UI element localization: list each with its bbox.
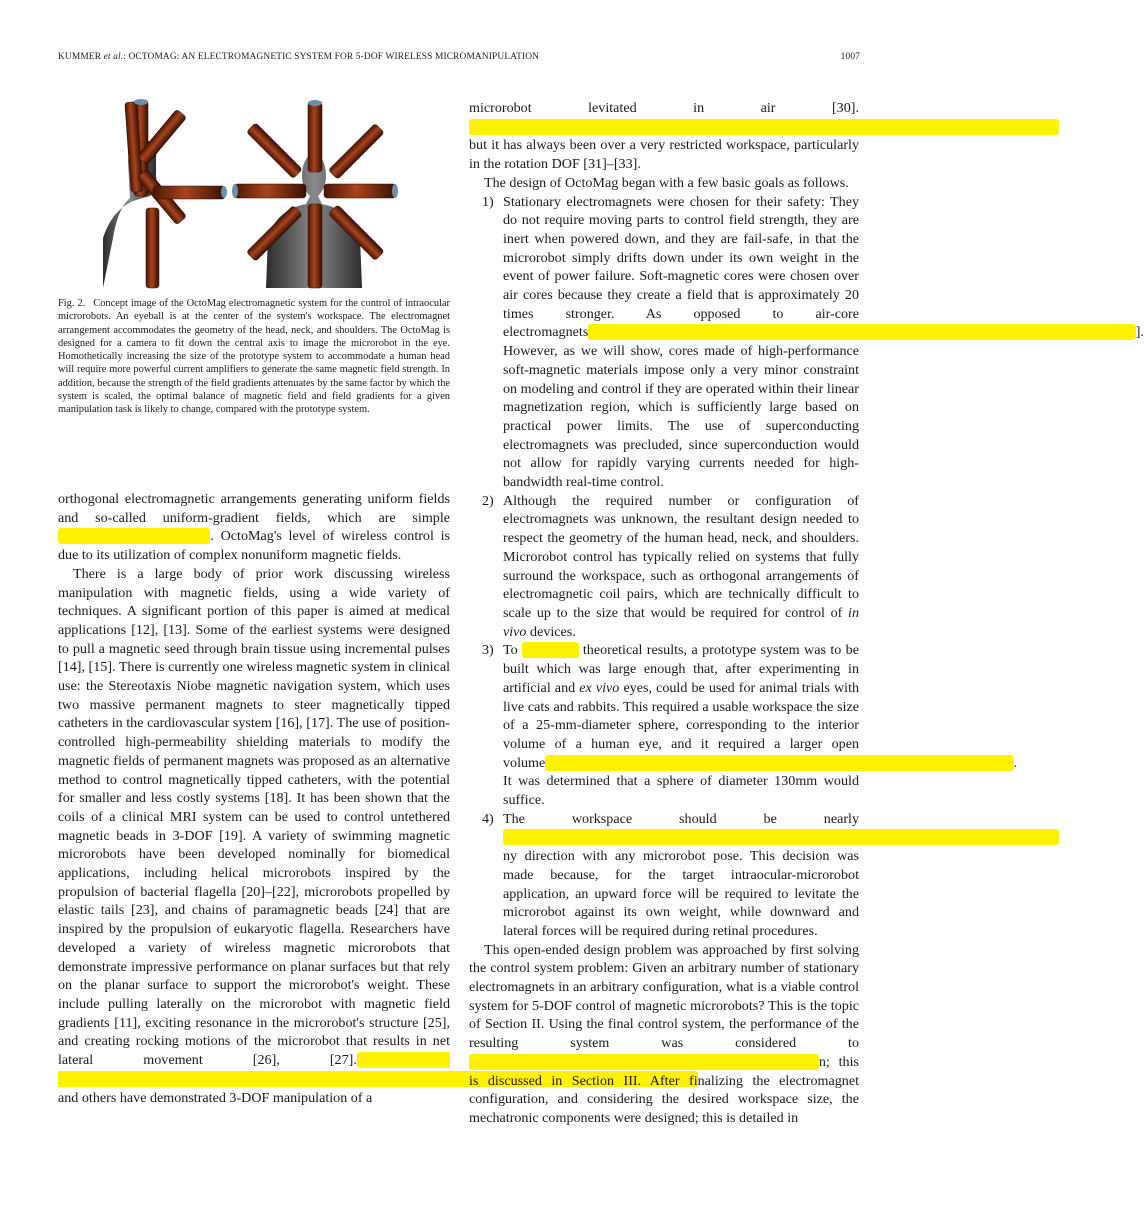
- coil-end-cap: [232, 184, 238, 198]
- coil-end-cap: [392, 184, 398, 198]
- right-column-text: [469, 99, 1144, 1128]
- highlight: [503, 829, 1059, 845]
- figure-caption: [58, 297, 450, 417]
- coil-top: [308, 102, 322, 172]
- coil-end-cap: [134, 99, 148, 105]
- paragraph: microrobot levitated in air [30]. but it has always been over a very restricted workspace, particularly in the rotation DOF [31]–[33].: [469, 99, 859, 174]
- coil-end-cap: [221, 186, 227, 198]
- paragraph: The design of OctoMag began with a few basic goals as follows.: [484, 174, 849, 191]
- highlight: [522, 642, 578, 658]
- highlight: [588, 324, 1135, 340]
- coil-upper-left: [246, 123, 302, 179]
- list-item: 3) To theoretical results, a prototype system was to be built which was large enough that, after experimenting in artificial and ex vivo eyes, could be used for animal trials with live cats and rabbits. This required a usable workspace the size of a 25-mm-diameter sphere, corresponding to the interior volume of a human eye, and it required a larger open volume . It was determined that a sphere of diameter 130mm would suffice.: [482, 642, 1018, 809]
- figure-2-image: [58, 88, 450, 288]
- octomag-concept-illustration: [58, 88, 450, 288]
- side-view: [103, 99, 227, 288]
- front-view: [232, 100, 398, 288]
- coil-left: [234, 184, 306, 198]
- list-item: 4) The workspace should be nearly ny direction with any microrobot pose. This decision was made because, for the target intraocular-microrobot application, an upward force will be required to levitate the microrobot against its own weight, while downward and lateral forces will be required during retinal procedures.: [469, 810, 859, 941]
- running-header: [58, 52, 860, 66]
- left-column-text: [58, 490, 450, 1107]
- caption-text: Concept image of the OctoMag electromagnetic system for the control of intraocular microrobots. An eyeball is at the center of the system's workspace. The electromagnet arrangement accommodates the geometry of the head, neck, and shoulders. The OctoMag is designed for a camera to fit down the central axis to image the microrobot in the eye. Homothetically increasing the size of the prototype system to accommodate a human head will require more powerful current amplifiers to generate the same magnetic field strength. In addition, because the strength of the field gradients attenuates by the same factor by which the system is scaled, the optimal balance of magnetic field and field gradients for a given manipulation task is likely to change, compared with the prototype system.: [58, 298, 450, 416]
- coil-upper-right: [328, 123, 384, 179]
- highlight: [469, 1054, 819, 1070]
- list-item: 2) Although the required number or configuration of electromagnets was unknown, the resultant design needed to respect the geometry of the human head, neck, and shoulders. Microrobot control has typically relied on systems that fully surround the workspace, such as orthogonal arrangements of electromagnetic coil pairs, which are technically difficult to scale up to the size that would be required for control of in vivo devices.: [482, 492, 859, 640]
- header-title: KUMMER et al.: OCTOMAG: AN ELECTROMAGNETIC SYSTEM FOR 5-DOF WIRELESS MICROMANIPULATION: [58, 52, 540, 62]
- paragraph: This open-ended design problem was approached by first solving the control system problem: Given an arbitrary number of stationary electromagnets in an arbitrary configuration, what is a viable control system for 5-DOF control of magnetic microrobots? This is the topic of Section II. Using the final control system, the performance of the resulting system was considered to n; this is discussed in Section III. After finalizing the electromagnet configuration, and considering the desired workspace size, the mechatronic components were designed; this is detailed in: [469, 941, 859, 1126]
- list-item: 1) Stationary electromagnets were chosen for their safety: They do not require moving parts to control field strength, they are inert when powered down, and they are fail-safe, in that the microrobot simply drifts down under its own weight in the event of power failure. Soft-magnetic cores were chosen over air cores because they create a field that is approximately 20 times stronger. As opposed to air-core electromagnets ]. However, as we will show, cores made of high-performance soft-magnetic materials impose only a very minor constraint on modeling and control if they are operated within their linear magnetization region, which is sufficiently large based on practical power limits. The use of superconducting electromagnets was precluded, since superconduction would not allow for rapidly varying currents needed for high-bandwidth real-time control.: [482, 193, 1144, 491]
- highlight: [469, 119, 1059, 135]
- paragraph: There is a large body of prior work discussing wireless manipulation with magnetic fields, using a wide variety of techniques. A significant portion of this paper is aimed at medical applications [12], [13]. Some of the earliest systems were designed to pull a magnetic seed through brain tissue using incremental pulses [14], [15]. There is currently one wireless magnetic system in clinical use: the Stereotaxis Niobe magnetic navigation system, which uses two massive permanent magnets to steer magnetically tipped catheters in the cardiovascular system [16], [17]. The use of position-controlled high-permeability shielding materials to modify the magnetic fields of permanent magnets was proposed as an alternative method to control magnetically tipped catheters, with the potential for smaller and less costly systems [18]. It has been shown that the coils of a clinical MRI system can be used to control untethered magnetic beads in 3-DOF [19]. A variety of swimming magnetic microrobots have been developed nominally for biomedical applications, including helical microrobots inspired by the propulsion of bacterial flagella [20]–[22], microrobots propelled by elastic tails [23], and chains of paramagnetic beads [24] that are inspired by the propulsion of eukaryotic flagella. Researchers have developed a variety of wireless magnetic microrobots that demonstrate impressive performance on planar surfaces but that rely on the planar surface to support the microrobot's weight. These include pulling laterally on the microrobot with magnetic field gradients [11], exciting resonance in the microrobot's structure [25], and creating rocking motions of the microrobot that results in net lateral movement [26], [27]. and others have demonstrated 3-DOF manipulation of a: [58, 565, 450, 1107]
- coil-end-cap: [308, 100, 322, 106]
- coil-right: [324, 184, 396, 198]
- coil-bottom: [308, 204, 322, 288]
- design-goals-list: [469, 193, 1144, 941]
- page-number: 1007: [840, 52, 860, 62]
- coil-horizontal-left: [153, 186, 225, 199]
- highlight: [545, 755, 1013, 771]
- highlight: [58, 528, 210, 544]
- figure-label: Fig. 2.: [58, 298, 86, 309]
- coil-vertical-lower-left: [146, 208, 159, 288]
- paragraph: orthogonal electromagnetic arrangements generating uniform fields and so-called uniform-gradient fields, which are simple . OctoMag's level of wireless control is due to its utilization of complex nonuniform magnetic fields.: [58, 491, 450, 564]
